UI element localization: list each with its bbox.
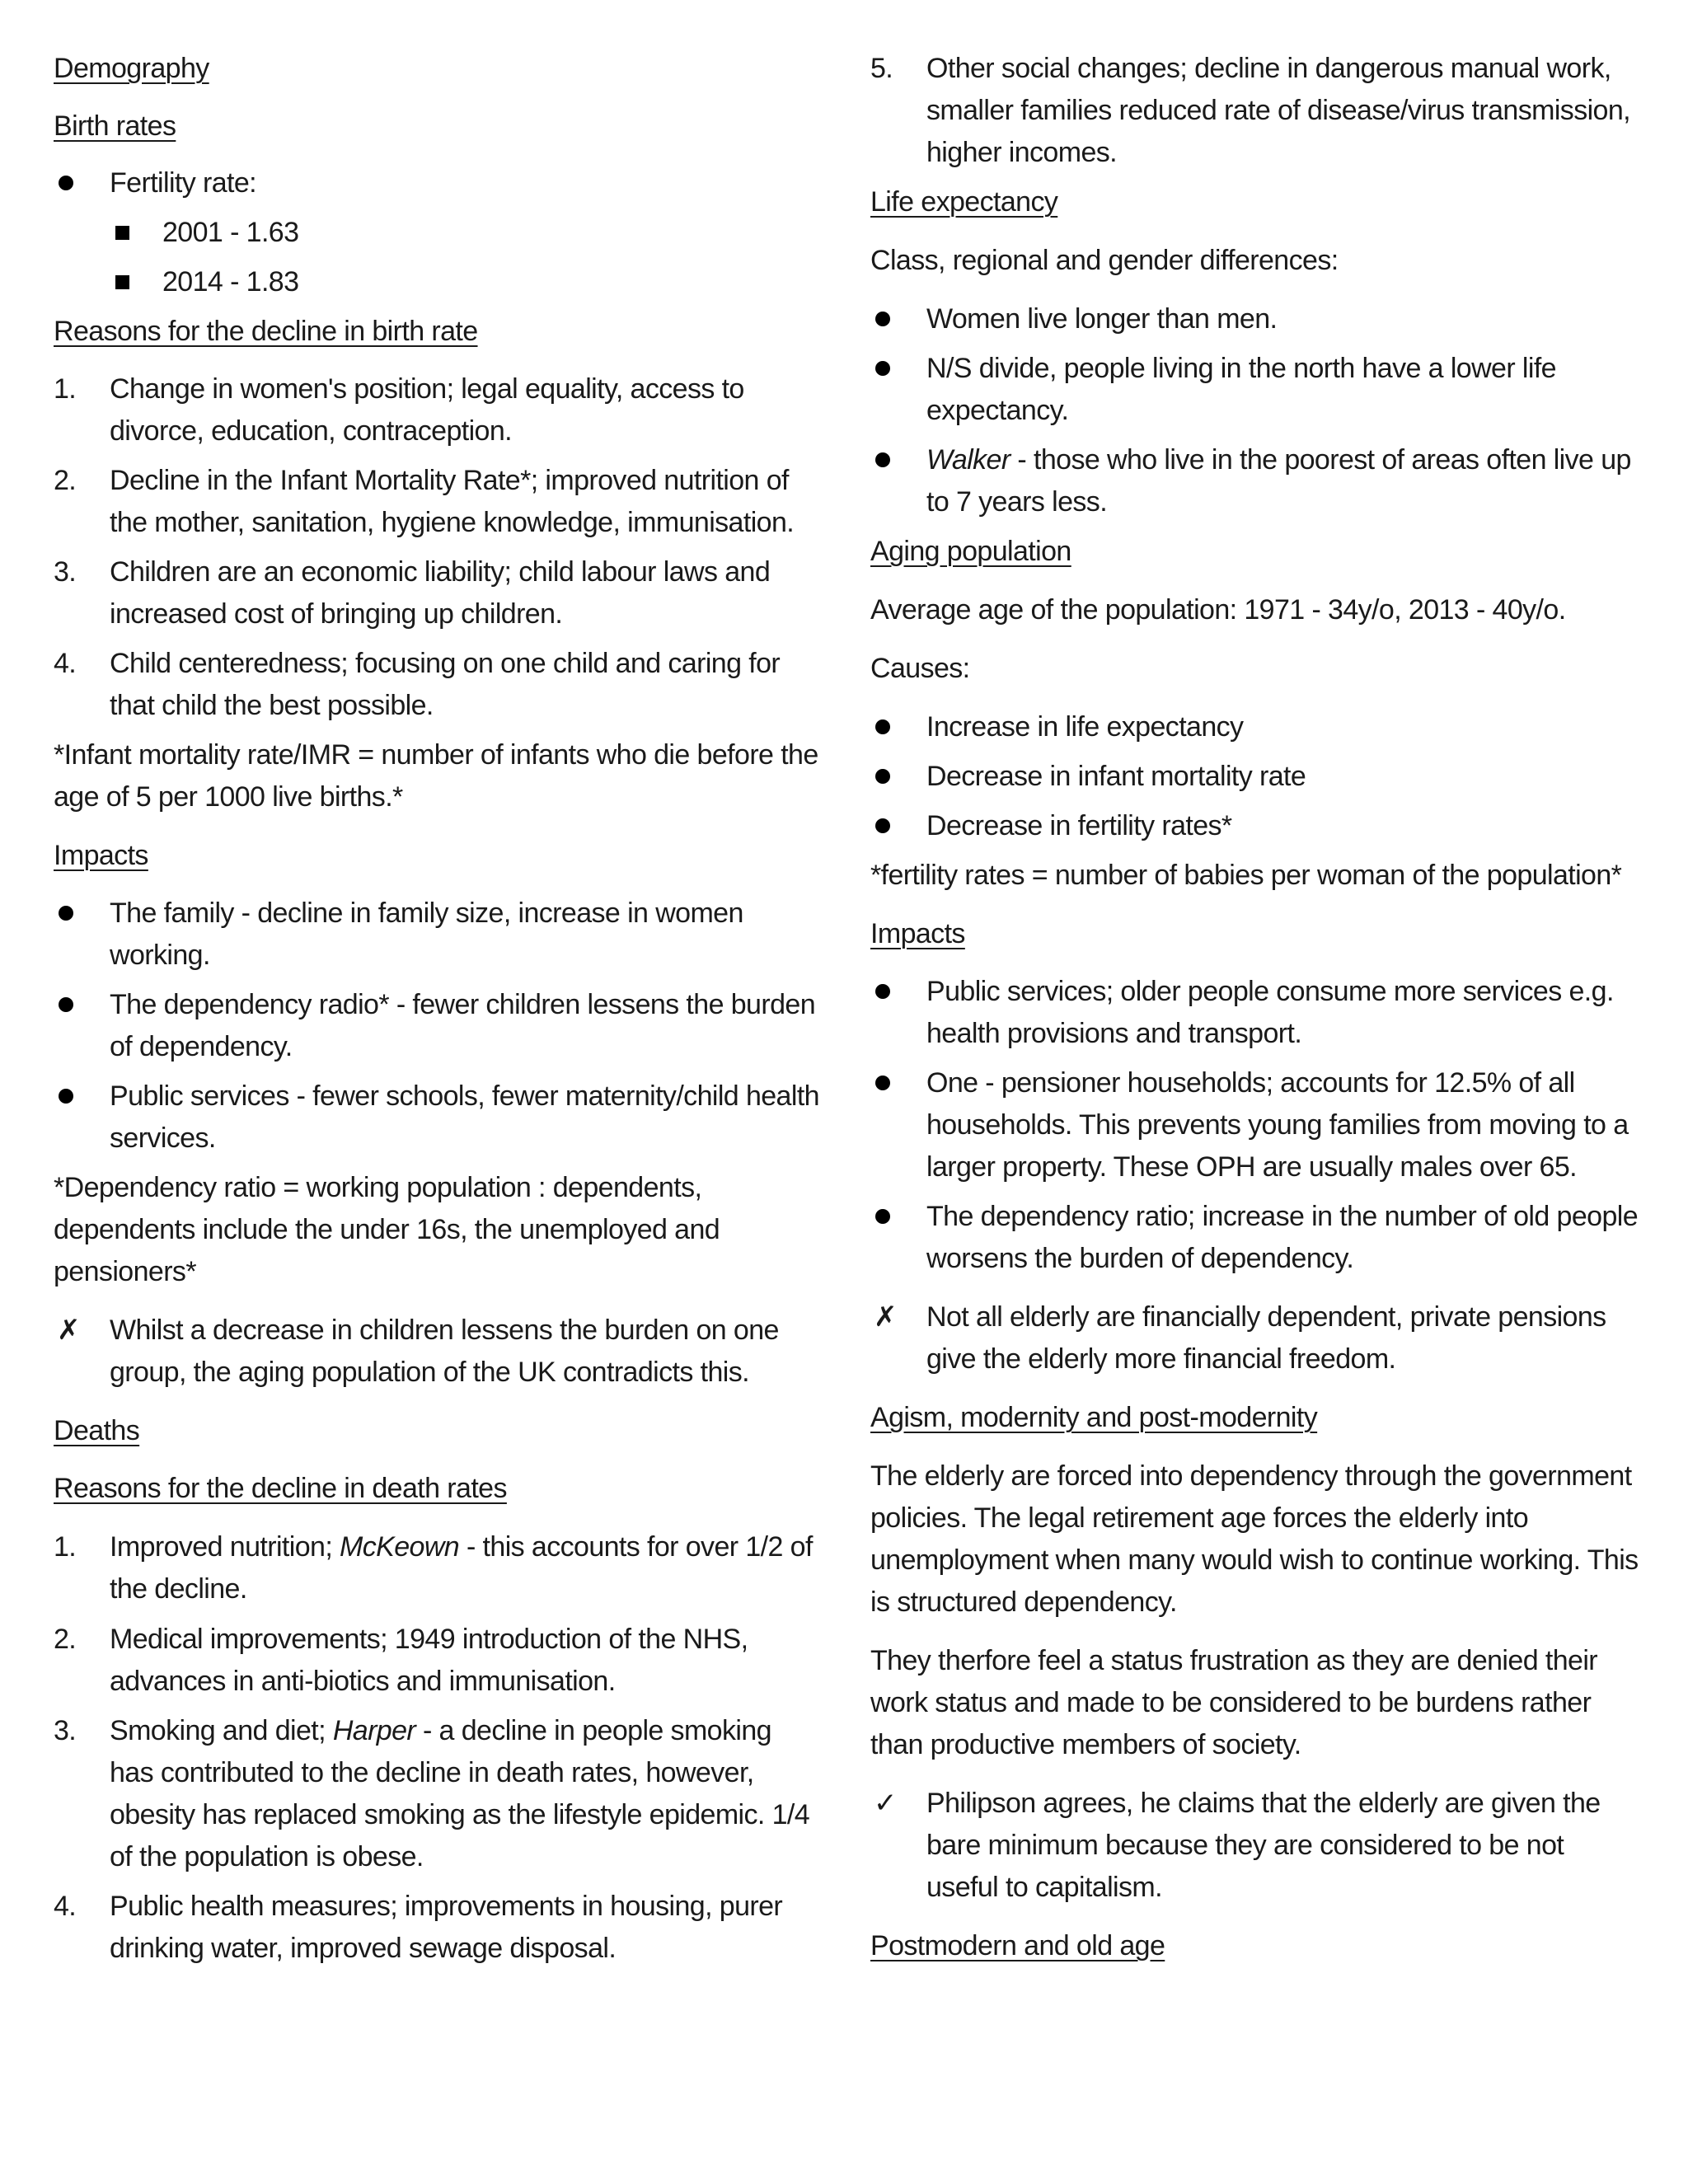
author-walker: Walker <box>926 444 1010 476</box>
left-column <box>54 48 820 1970</box>
life-women: Women live longer than men. <box>870 298 1641 340</box>
heading-life-expectancy: Life expectancy <box>870 186 1058 218</box>
fertility-note: *fertility rates = number of babies per woman of the population* <box>870 860 1622 891</box>
aging-average: Average age of the population: 1971 - 34y/o, 2013 - 40y/o. <box>870 594 1566 626</box>
author-mckeown: McKeown <box>340 1531 460 1563</box>
heading-reasons-birth: Reasons for the decline in birth rate <box>54 316 478 347</box>
dependency-note: *Dependency ratio = working population : dependents, dependents include the under 16s, the unemployed and pensioners* <box>54 1172 720 1287</box>
heading-postmodern: Postmodern and old age <box>870 1930 1165 1961</box>
check-point-philipson: ✓ Philipson agrees, he claims that the elderly are given the bare minimum because they are considered to be not useful to capitalism. <box>870 1783 1641 1909</box>
impact-dependency-old: The dependency ratio; increase in the number of old people worsens the burden of dependency. <box>870 1196 1641 1280</box>
reason-death-2: 2. Medical improvements; 1949 introduction of the NHS, advances in anti-biotics and immunisation. <box>54 1624 748 1697</box>
heading-agism: Agism, modernity and post-modernity <box>870 1402 1318 1433</box>
causes-label: Causes: <box>870 653 970 684</box>
bullet-dot-icon <box>875 818 890 833</box>
reason-death-3: 3. Smoking and diet; Harper - a decline in people smoking has contributed to the decline in death rates, however, obesity has replaced smoking as the lifestyle epidemic. 1/4 of the population is obese. <box>54 1715 810 1872</box>
heading-deaths: Deaths <box>54 1415 140 1446</box>
reason-birth-1: 1. Change in women's position; legal equality, access to divorce, education, contraception. <box>54 373 744 447</box>
sub-bullet-2014: 2014 - 1.83 <box>54 261 820 303</box>
heading-aging-population: Aging population <box>870 536 1071 567</box>
bullet-dot-icon <box>875 1209 890 1224</box>
heading-impacts-left: Impacts <box>54 840 148 871</box>
reason-birth-3: 3. Children are an economic liability; child labour laws and increased cost of bringing up children. <box>54 556 771 630</box>
check-icon: ✓ <box>874 1787 897 1820</box>
agism-paragraph-2: They therfore feel a status frustration as they are denied their work status and made to be considered to be burdens rather than productive members of society. <box>870 1645 1597 1760</box>
square-bullet-icon <box>115 275 129 289</box>
impact-dependency: The dependency radio* - fewer children lessens the burden of dependency. <box>54 984 820 1068</box>
reason-birth-4: 4. Child centeredness; focusing on one child and caring for that child the best possible. <box>54 648 781 721</box>
bullet-dot-icon <box>875 769 890 784</box>
life-walker: Walker - those who live in the poorest of areas often live up to 7 years less. <box>870 439 1641 523</box>
cause-fertility: Decrease in fertility rates* <box>870 805 1641 847</box>
bullet-dot-icon <box>875 361 890 376</box>
bullet-fertility-rate: Fertility rate: <box>54 162 820 204</box>
reason-death-5: 5. Other social changes; decline in dangerous manual work, smaller families reduced rate of disease/virus transmission, higher incomes. <box>870 53 1631 168</box>
impact-pensioner-households: One - pensioner households; accounts for 12.5% of all households. This prevents young families from moving to a larger property. These OPH are usually males over 65. <box>870 1062 1641 1188</box>
bullet-dot-icon <box>875 719 890 734</box>
cross-point-right: ✗ Not all elderly are financially dependent, private pensions give the elderly more financial freedom. <box>870 1296 1641 1380</box>
square-bullet-icon <box>115 226 129 240</box>
bullet-dot-icon <box>59 176 73 190</box>
heading-impacts-right: Impacts <box>870 918 965 949</box>
bullet-dot-icon <box>875 1076 890 1090</box>
cause-life-expectancy: Increase in life expectancy <box>870 706 1641 748</box>
agism-paragraph-1: The elderly are forced into dependency through the government policies. The legal retirement age forces the elderly into unemployment when many would wish to continue working. This is structured dependency. <box>870 1460 1639 1618</box>
cross-icon: ✗ <box>57 1314 80 1347</box>
bullet-dot-icon <box>59 1089 73 1104</box>
heading-reasons-death: Reasons for the decline in death rates <box>54 1473 507 1504</box>
cross-icon: ✗ <box>874 1301 897 1333</box>
bullet-dot-icon <box>875 452 890 467</box>
cause-infant-mortality: Decrease in infant mortality rate <box>870 756 1641 798</box>
bullet-dot-icon <box>59 906 73 921</box>
right-column <box>870 48 1641 1967</box>
reason-birth-2: 2. Decline in the Infant Mortality Rate*; improved nutrition of the mother, sanitation, hygiene knowledge, immunisation. <box>54 465 795 538</box>
impact-older-services: Public services; older people consume more services e.g. health provisions and transport. <box>870 971 1641 1055</box>
imr-note: *Infant mortality rate/IMR = number of infants who die before the age of 5 per 1000 live births.* <box>54 739 818 813</box>
heading-birth-rates: Birth rates <box>54 110 176 142</box>
reason-death-1: 1. Improved nutrition; McKeown - this accounts for over 1/2 of the decline. <box>54 1531 813 1605</box>
life-intro: Class, regional and gender differences: <box>870 245 1339 276</box>
impact-family: The family - decline in family size, increase in women working. <box>54 893 820 977</box>
author-harper: Harper <box>332 1715 416 1746</box>
impact-public-services: Public services - fewer schools, fewer maternity/child health services. <box>54 1076 820 1160</box>
heading-demography: Demography <box>54 53 209 84</box>
sub-bullet-2001: 2001 - 1.63 <box>54 212 820 254</box>
life-ns-divide: N/S divide, people living in the north have a lower life expectancy. <box>870 348 1641 432</box>
cross-point-left: ✗ Whilst a decrease in children lessens the burden on one group, the aging population of the UK contradicts this. <box>54 1310 820 1394</box>
bullet-dot-icon <box>59 997 73 1012</box>
bullet-dot-icon <box>875 984 890 999</box>
bullet-dot-icon <box>875 312 890 326</box>
reason-death-4: 4. Public health measures; improvements in housing, purer drinking water, improved sewage disposal. <box>54 1891 783 1964</box>
